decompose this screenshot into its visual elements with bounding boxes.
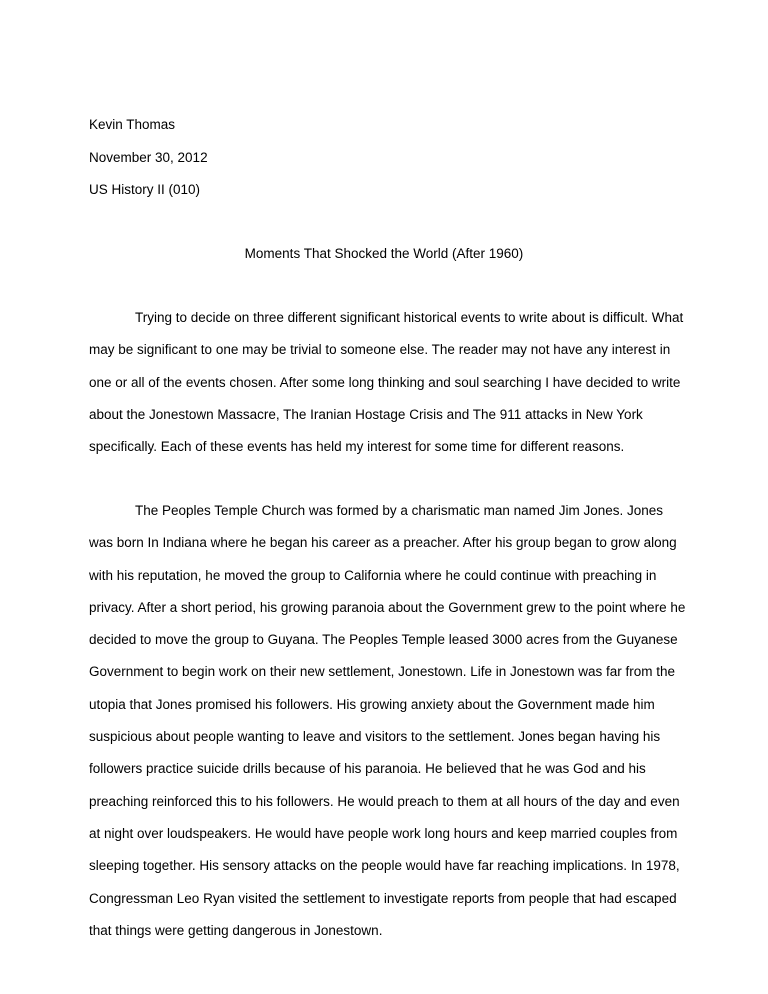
paragraph-jonestown: The Peoples Temple Church was formed by a charismatic man named Jim Jones. Jones was born In Indiana where he began his career as a preacher. After his group began to grow along with his reputation, he moved the group to California where he could continue with preaching in privacy. After a short period, his growing paranoia about the Government grew to the point where he decided to move the group to Guyana. The Peoples Temple leased 3000 acres from the Guyanese Government to begin work on their new settlement, Jonestown. Life in Jonestown was far from the utopia that Jones promised his followers. His growing anxiety about the Government made him suspicious about people wanting to leave and visitors to the settlement. Jones began having his followers practice suicide drills because of his paranoia. He believed that he was God and his preaching reinforced this to his followers. He would preach to them at all hours of the day and even at night over loudspeakers. He would have people work long hours and keep married couples from sleeping together. His sensory attacks on the people would have far reaching implications. In 1978, Congressman Leo Ryan visited the settlement to investigate reports from people that had escaped that things were getting dangerous in Jonestown. <box>89 503 686 938</box>
paragraph-intro: Trying to decide on three different significant historical events to write about is difficult. What may be significant to one may be trivial to someone else. The reader may not have any interest in one or all of the events chosen. After some long thinking and soul searching I have decided to write about the Jonestown Massacre, The Iranian Hostage Crisis and The 911 attacks in New York specifically. Each of these events has held my interest for some time for different reasons. <box>89 310 684 455</box>
author-name: Kevin Thomas <box>89 117 176 132</box>
essay-date: November 30, 2012 <box>89 150 208 165</box>
essay-title: Moments That Shocked the World (After 1960) <box>244 246 524 261</box>
course-name: US History II (010) <box>89 182 201 197</box>
